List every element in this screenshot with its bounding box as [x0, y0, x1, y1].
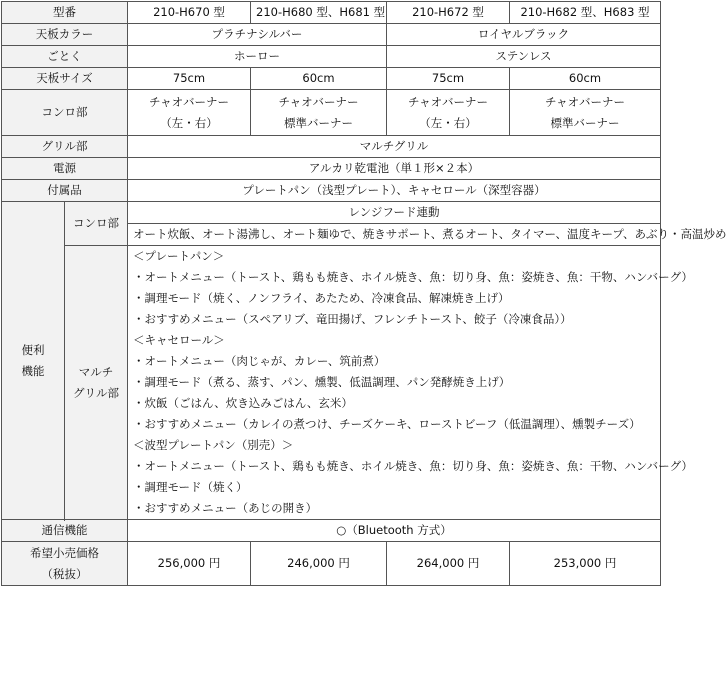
row-range-hood: [2, 202, 661, 224]
trivet-cell: ステンレス: [387, 46, 661, 68]
burner-line: 標準バーナー: [550, 115, 620, 130]
grill-feature-line: ＜キャセロール＞: [133, 333, 225, 347]
label-model: 型番: [2, 2, 128, 24]
burner-line: チャオバーナー: [278, 94, 359, 109]
burner-cell: [251, 90, 387, 136]
price-label-line: 希望小売価格: [30, 545, 99, 560]
row-grill-features: [2, 246, 661, 520]
range-hood-cell: レンジフード連動: [128, 202, 661, 224]
label-power: 電源: [2, 158, 128, 180]
row-top-size: [2, 68, 661, 90]
comm-cell: ○（Bluetooth 方式）: [128, 520, 661, 542]
label-top-color: 天板カラー: [2, 24, 128, 46]
model-cell: 210-H680 型、H681 型: [251, 2, 387, 24]
row-top-color: [2, 24, 661, 46]
row-grill: [2, 136, 661, 158]
label-top-size: 天板サイズ: [2, 68, 128, 90]
price-cell: 246,000 円: [251, 542, 387, 586]
trivet-cell: ホーロー: [128, 46, 387, 68]
row-comm: [2, 520, 661, 542]
burner-line: 標準バーナー: [284, 115, 353, 130]
label-trivet: ごとく: [2, 46, 128, 68]
row-price: [2, 542, 661, 586]
top-size-cell: 60cm: [251, 68, 387, 90]
label-grill: グリル部: [2, 136, 128, 158]
model-cell: 210-H682 型、H683 型: [510, 2, 661, 24]
spec-table: [1, 1, 727, 586]
burner-cell: [387, 90, 510, 136]
model-cell: 210-H670 型: [128, 2, 251, 24]
multigrill-line: マルチ: [78, 364, 114, 379]
burner-line: （左・右）: [160, 115, 218, 130]
label-multigrill: [65, 246, 128, 520]
burner-line: （左・右）: [419, 115, 477, 130]
label-stove-sub: コンロ部: [65, 202, 128, 246]
price-cell: 264,000 円: [387, 542, 510, 586]
grill-cell: マルチグリル: [128, 136, 661, 158]
top-size-cell: 75cm: [387, 68, 510, 90]
burner-cell: [510, 90, 661, 136]
top-size-cell: 75cm: [128, 68, 251, 90]
price-label-line: （税抜）: [41, 566, 88, 581]
grill-feature-line: ・調理モード（煮る、蒸す、パン、燻製、低温調理、パン発酵焼き上げ）: [133, 375, 511, 389]
row-accessories: [2, 180, 661, 202]
features-line: 機能: [21, 363, 45, 378]
grill-features-cell: [128, 246, 693, 520]
label-comm: 通信機能: [2, 520, 128, 542]
power-cell: アルカリ乾電池（単１形×２本）: [128, 158, 661, 180]
grill-feature-line: ＜プレートパン＞: [133, 249, 225, 263]
grill-feature-line: ・おすすめメニュー（あじの開き）: [133, 501, 318, 515]
price-cell: 253,000 円: [510, 542, 661, 586]
burner-line: チャオバーナー: [149, 94, 229, 109]
grill-feature-line: ・おすすめメニュー（カレイの煮つけ、チーズケーキ、ローストビーフ（低温調理）、燻製チーズ）: [133, 417, 641, 431]
row-burner: [2, 90, 661, 136]
grill-feature-line: ・オートメニュー（肉じゃが、カレー、筑前煮）: [133, 354, 386, 368]
label-features: [2, 202, 65, 520]
price-cell: 256,000 円: [128, 542, 251, 586]
burner-cell: [128, 90, 251, 136]
top-color-cell: プラチナシルバー: [128, 24, 387, 46]
burner-line: チャオバーナー: [545, 94, 625, 109]
label-burner: コンロ部: [2, 90, 128, 136]
label-price: [2, 542, 128, 586]
burner-line: チャオバーナー: [408, 94, 488, 109]
row-power: [2, 158, 661, 180]
grill-feature-line: ・おすすめメニュー（スペアリブ、竜田揚げ、フレンチトースト、餃子（冷凍食品））: [133, 312, 572, 326]
accessories-cell: プレートパン（浅型プレート）、キャセロール（深型容器）: [128, 180, 661, 202]
grill-feature-line: ・オートメニュー（トースト、鶏もも焼き、ホイル焼き、魚：切り身、魚：姿焼き、魚：干物、ハンバーグ）: [133, 270, 693, 284]
grill-feature-line: ・炊飯（ごはん、炊き込みごはん、玄米）: [133, 396, 353, 410]
top-size-cell: 60cm: [510, 68, 661, 90]
grill-feature-line: ・オートメニュー（トースト、鶏もも焼き、ホイル焼き、魚：切り身、魚：姿焼き、魚：干物、ハンバーグ）: [133, 459, 693, 473]
stove-features-cell: オート炊飯、オート湯沸し、オート麺ゆで、焼きサポート、煮るオート、タイマー、温度キープ、あぶり・高温炒め: [128, 224, 661, 246]
top-color-cell: ロイヤルブラック: [387, 24, 661, 46]
multigrill-line: グリル部: [73, 385, 119, 400]
row-model: [2, 2, 661, 24]
label-accessories: 付属品: [2, 180, 128, 202]
model-cell: 210-H672 型: [387, 2, 510, 24]
grill-feature-line: ・調理モード（焼く、ノンフライ、あたため、冷凍食品、解凍焼き上げ）: [133, 291, 510, 305]
grill-feature-line: ＜波型プレートパン（別売）＞: [133, 438, 294, 452]
features-line: 便利: [21, 342, 45, 357]
row-trivet: [2, 46, 661, 68]
grill-feature-line: ・調理モード（焼く）: [133, 480, 248, 494]
